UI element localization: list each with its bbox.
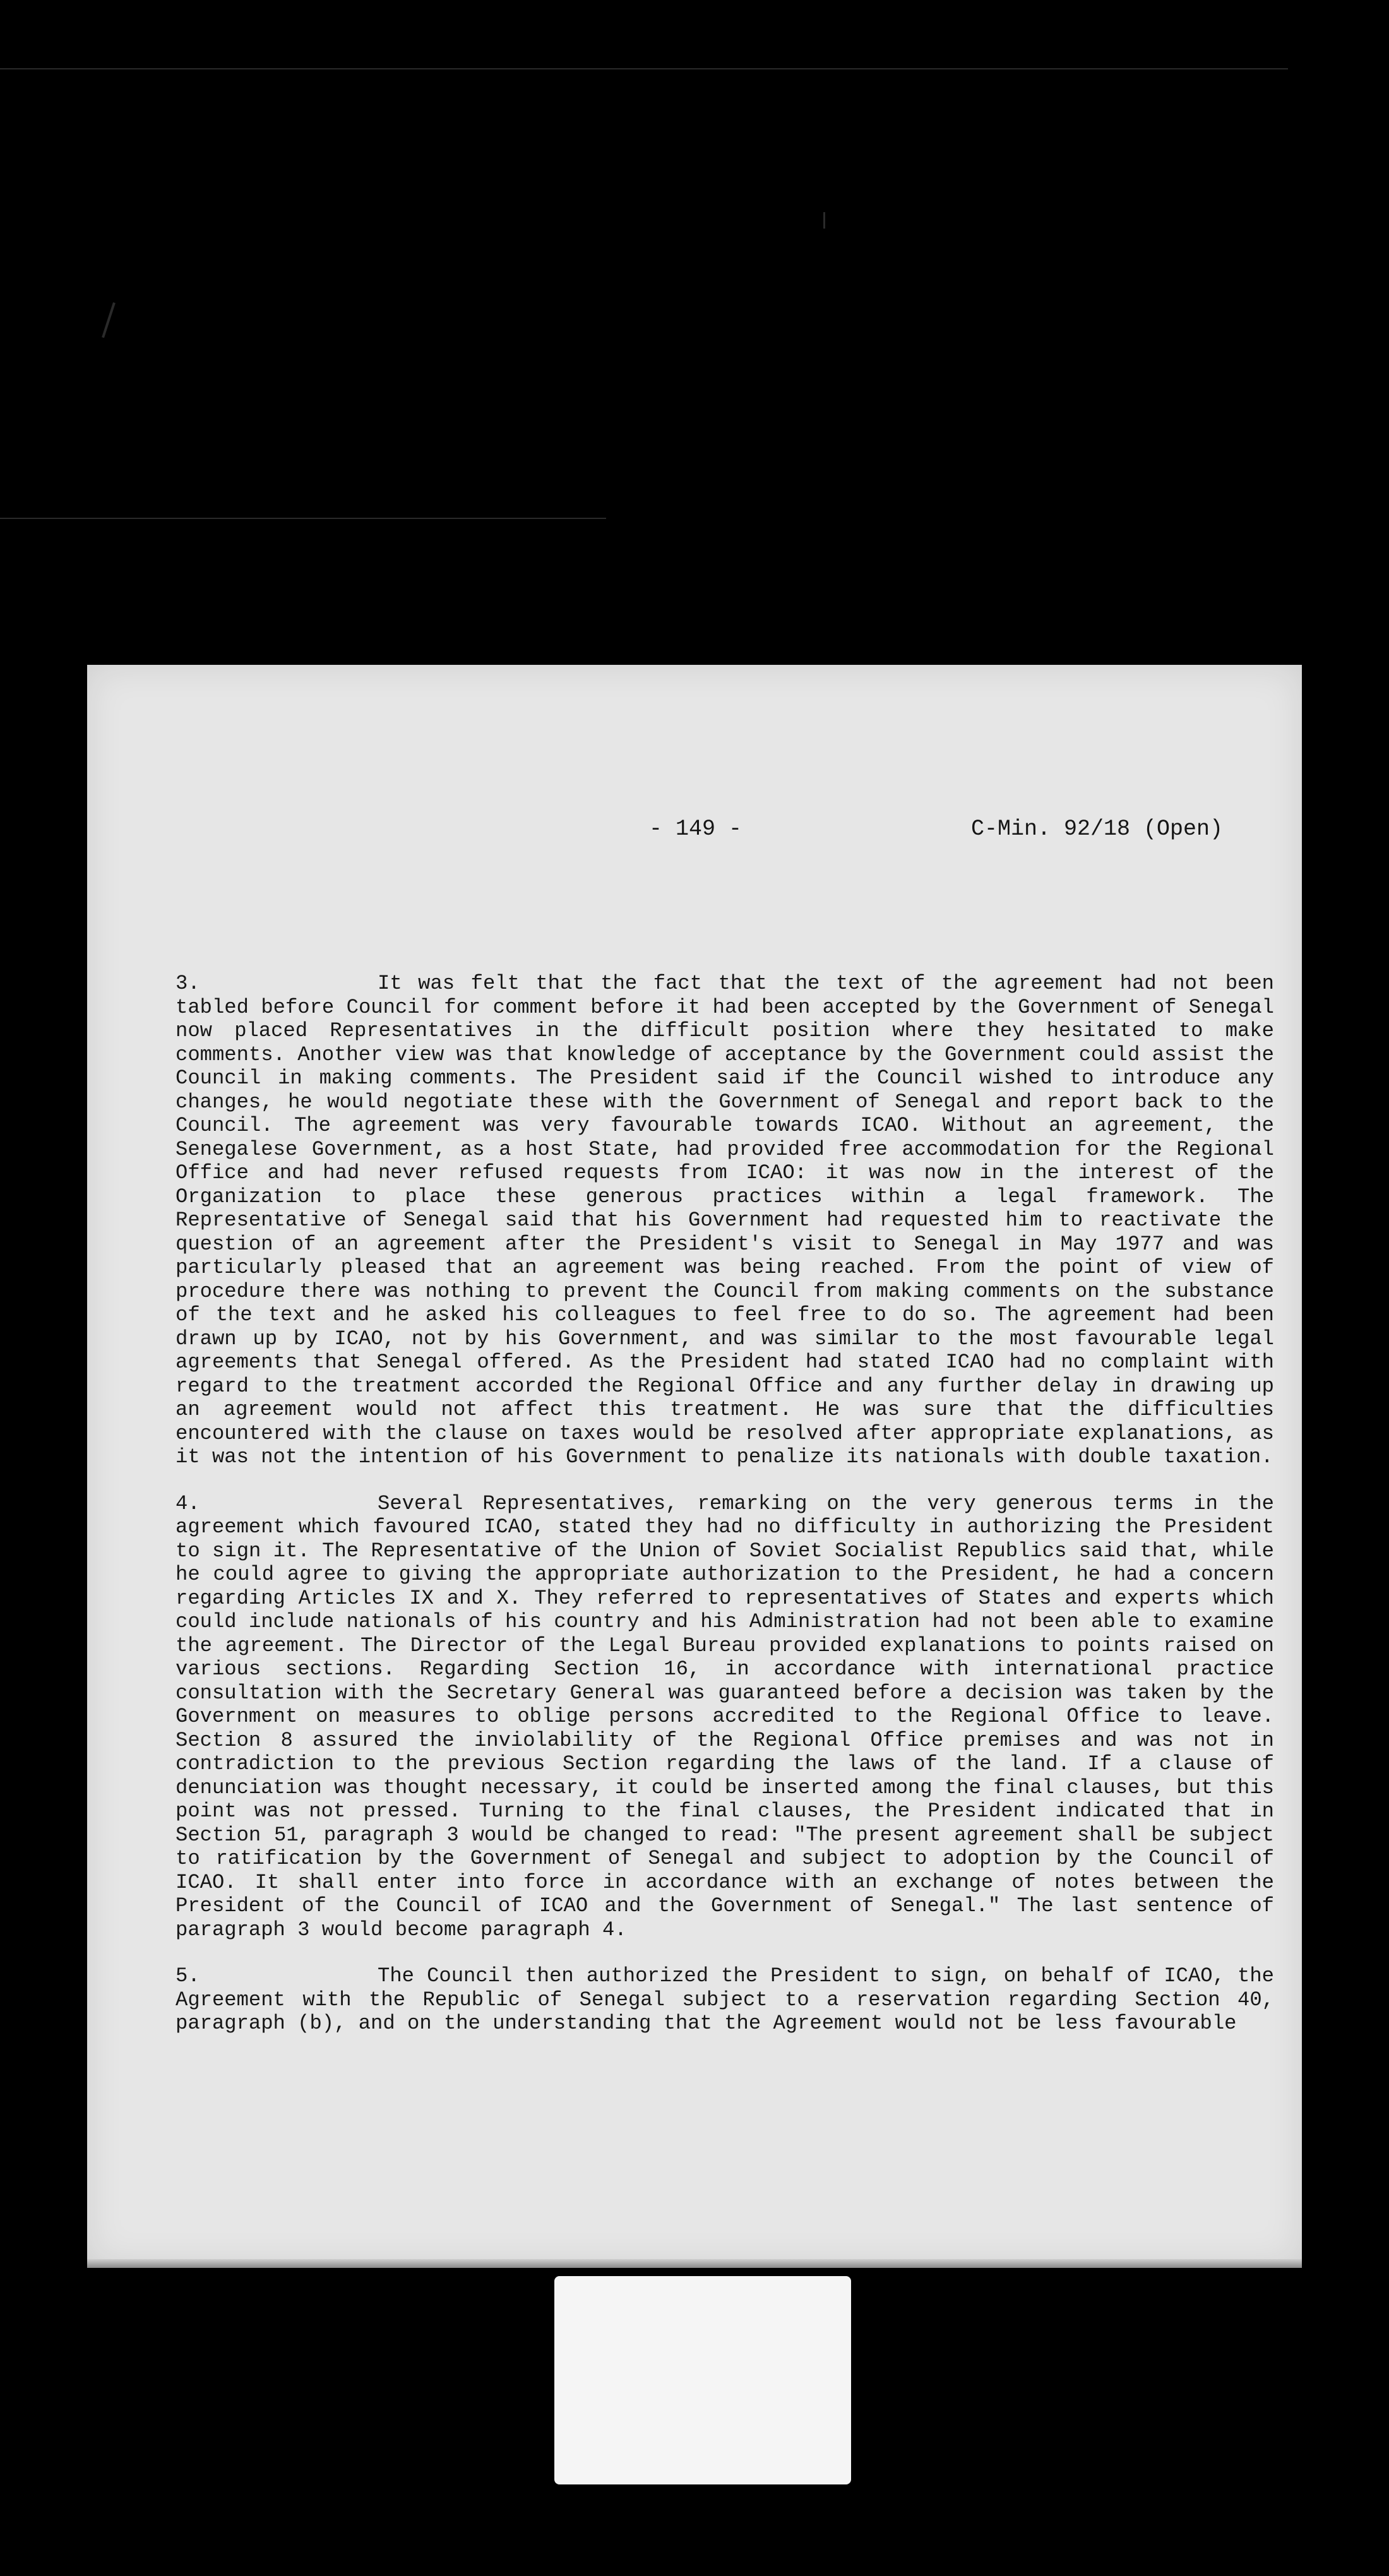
document-page <box>87 665 1302 2265</box>
scan-artifact <box>823 212 825 229</box>
paragraph-number: 3. <box>176 972 200 995</box>
page-bottom-edge <box>87 2259 1302 2268</box>
scan-artifact <box>0 518 606 519</box>
page-number: - 149 - <box>649 816 742 842</box>
paragraph-text: Several Representatives, remarking on the very generous terms in the agreement which favoured ICAO, stated they had no difficulty in authorizing the President to sign it. The Representative of the Union of Soviet Socialist Republics said that, while he could agree to giving the appropriate authorization to the President, he had a concern regarding Articles IX and X. They referred to representatives of States and experts which could include nationals of his country and his Administration had not been able to examine the agreement. The Director of the Legal Bureau provided explanations to points raised on various sections. Regarding Section 16, in accordance with international practice consultation with the Secretary General was guaranteed before a decision was taken by the Government on measures to oblige persons accredited to the Regional Office to leave. Section 8 assured the inviolability of the Regional Office premises and was not in contradiction to the previous Section regarding the laws of the land. If a clause of denunciation was thought necessary, it could be inserted among the final clauses, but this point was not pressed. Turning to the final clauses, the President indicated that in Section 51, paragraph 3 would be changed to read: "The present agreement shall be subject to ratification by the Government of Senegal and subject to adoption by the Council of ICAO. It shall enter into force in accordance with an exchange of notes between the President of the Council of ICAO and the Government of Senegal." The last sentence of paragraph 3 would become paragraph 4. <box>176 1491 1274 1941</box>
paragraph-number: 5. <box>176 1964 200 1988</box>
paragraph-5 <box>176 1964 1274 2036</box>
scan-artifact <box>0 68 1288 69</box>
paragraph-text: The Council then authorized the President to sign, on behalf of ICAO, the Agreement with the Republic of Senegal subject to a reservation regarding Section 40, paragraph (b), and on the understanding that the Agreement would not be less favourable <box>176 1964 1274 2035</box>
paragraph-number: 4. <box>176 1491 200 1515</box>
page-header <box>87 816 1302 854</box>
blank-card <box>554 2276 851 2484</box>
document-reference: C-Min. 92/18 (Open) <box>971 816 1224 842</box>
paragraph-4 <box>176 1492 1274 1942</box>
paragraph-text: It was felt that the fact that the text of the agreement had not been tabled before Council for comment before it had been accepted by the Government of Senegal now placed Representatives in the difficult position where they hesitated to make comments. Another view was that knowledge of acceptance by the Government could assist the Council in making comments. The President said if the Council wished to introduce any changes, he would negotiate these with the Government of Senegal and report back to the Council. The agreement was very favourable towards ICAO. Without an agreement, the Senegalese Government, as a host State, had provided free accommodation for the Regional Office and had never refused requests from ICAO: it was now in the interest of the Organization to place these generous practices within a legal framework. The Representative of Senegal said that his Government had requested him to reactivate the question of an agreement after the President's visit to Senegal in May 1977 and was particularly pleased that an agreement was being reached. From the point of view of procedure there was nothing to prevent the Council from making comments on the substance of the text and he asked his colleagues to feel free to do so. The agreement had been drawn up by ICAO, not by his Government, and was similar to the most favourable legal agreements that Senegal offered. As the President had stated ICAO had no complaint with regard to the treatment accorded the Regional Office and any further delay in drawing up an agreement would not affect this treatment. He was sure that the difficulties encountered with the clause on taxes would be resolved after appropriate explanations, as it was not the intention of his Government to penalize its nationals with double taxation. <box>176 972 1274 1469</box>
document-body <box>176 972 1274 2058</box>
scan-artifact <box>102 302 116 338</box>
paragraph-3 <box>176 972 1274 1469</box>
